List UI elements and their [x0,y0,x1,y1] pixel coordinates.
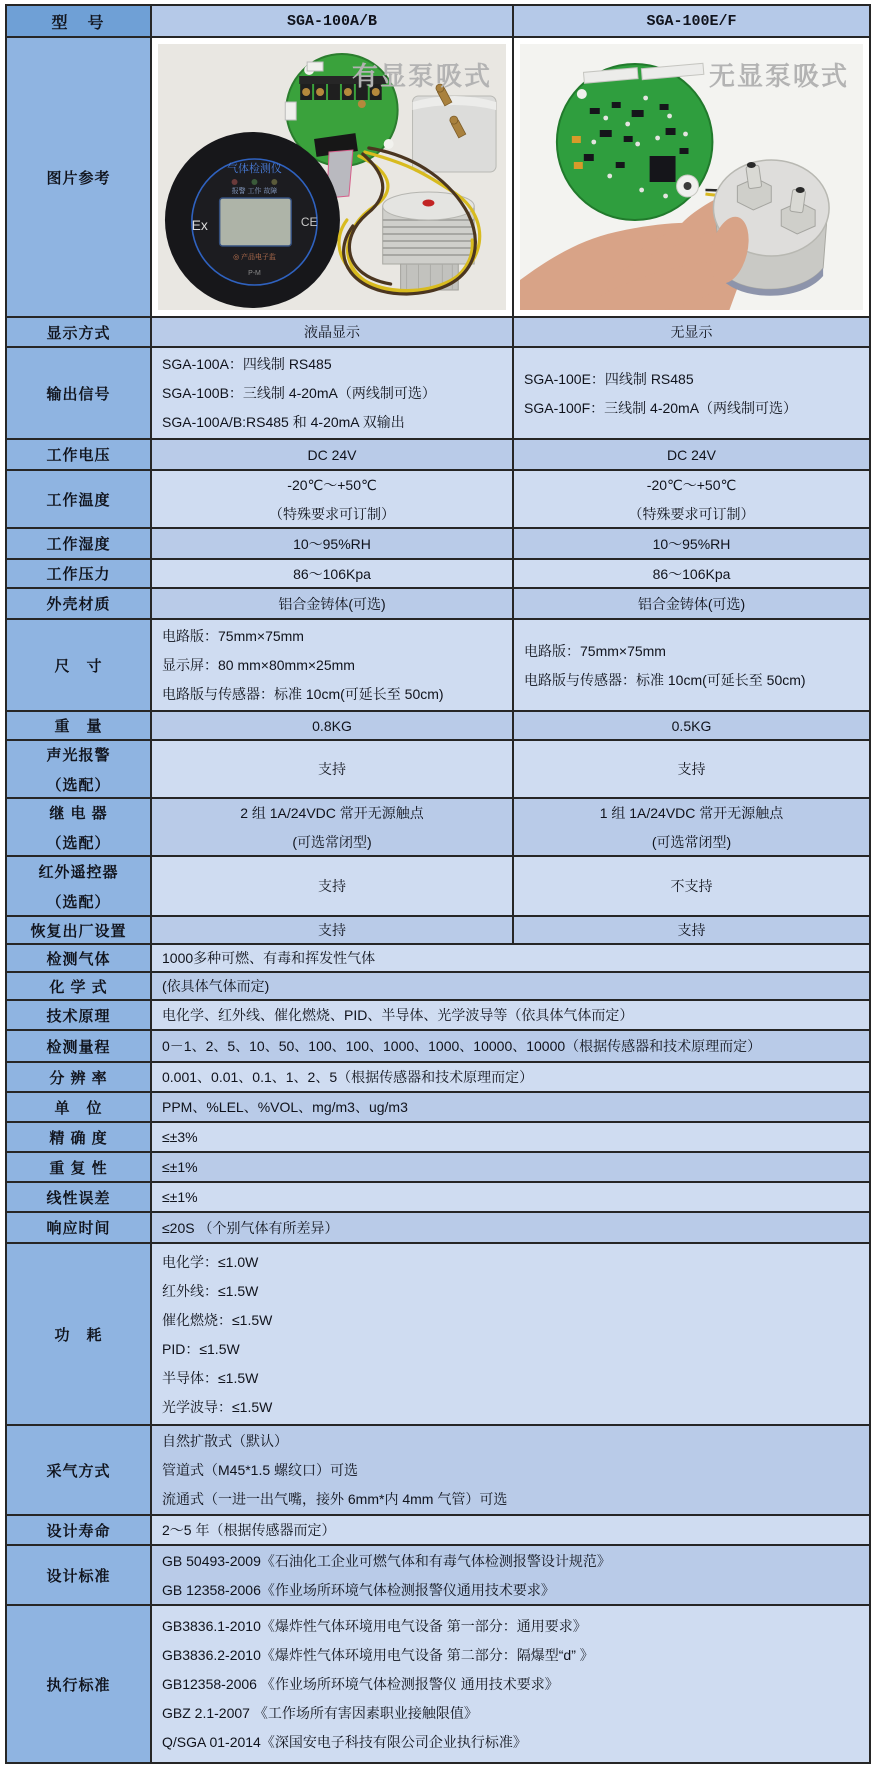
text-line: 检测量程 [46,1038,111,1056]
text-line: 管道式（M45*1.5 螺纹口）可选 [162,1462,359,1478]
spec-row-accuracy [7,1123,869,1153]
spec-row-detected-gases [7,945,869,973]
text-line: 红外线：≤1.5W [162,1282,259,1299]
spec-row-design-life [7,1516,869,1546]
spec-row-resolution [7,1063,869,1093]
text-line: SGA-100E：四线制 RS485 [524,370,694,387]
row-value-a-working-humidity [150,529,512,558]
text-line: -20℃～+50℃ [646,476,737,493]
row-value-accuracy [150,1123,869,1151]
row-label-relay [7,799,150,855]
text-line: 红外遥控器 [38,863,119,881]
spec-row-technical-principle [7,1001,869,1031]
row-label-working-voltage [7,440,150,469]
row-value-power-consumption [150,1244,869,1424]
text-line: 外壳材质 [46,596,111,613]
spec-row-ir-remote [7,857,869,917]
spec-row-working-voltage [7,440,869,471]
text-line: 工作压力 [46,566,111,583]
svg-text:气体检测仪: 气体检测仪 [227,162,282,176]
text-line: 设计标准 [46,1567,111,1585]
row-value-response-time [150,1213,869,1242]
row-label-detection-range [7,1031,150,1061]
text-line: 无显示 [670,324,713,340]
text-line: GB3836.1-2010《爆炸性气体环境用电气设备 第一部分：通用要求》 [162,1618,587,1634]
row-label-output-signal [7,348,150,438]
spec-row-unit [7,1093,869,1123]
spec-row-response-time [7,1213,869,1244]
row-label-response-time [7,1213,150,1242]
row-label-working-temperature [7,471,150,527]
row-value-a-working-voltage [150,440,512,469]
spec-row-factory-reset [7,917,869,945]
text-line: 支持 [318,878,346,894]
row-label-design-life [7,1516,150,1544]
text-line: 线性误差 [46,1189,111,1207]
row-value-detection-range [150,1031,869,1061]
row-label-chemical-formula [7,973,150,999]
row-label-display-mode [7,318,150,346]
text-line: 工作湿度 [46,536,111,553]
row-label-images [7,38,150,316]
text-line: 响应时间 [46,1220,111,1237]
text-line: SGA-100B：三线制 4-20mA（两线制可选） [162,385,436,401]
row-value-repeatability [150,1153,869,1181]
svg-text:P-M: P-M [248,269,261,278]
row-label-power-consumption [7,1244,150,1424]
row-value-b-ir-remote [512,857,869,915]
row-label-linearity-error [7,1183,150,1211]
text-line: SGA-100A：四线制 RS485 [162,356,332,372]
text-line: 自然扩散式（默认） [162,1433,288,1449]
row-value-a-display-mode [150,318,512,346]
text-line: 电路版：75mm×75mm [524,642,666,659]
text-line: 流通式（一进一出气嘴，接外 6mm*内 4mm 气管）可选 [162,1491,508,1507]
text-line: 电路版与传感器：标准 10cm(可延长至 50cm) [162,686,444,702]
text-line: 半导体：≤1.5W [162,1369,259,1386]
row-label-sampling-method [7,1426,150,1514]
row-label-ir-remote [7,857,150,915]
row-value-a-relay [150,799,512,855]
row-label-housing-material [7,589,150,618]
header-model-label-text: 型 号 [51,14,106,32]
text-line: 工作温度 [46,491,111,509]
watermark-b: 无显泵吸式 [708,61,849,91]
text-line: 输出信号 [46,385,111,403]
svg-text:CE: CE [300,214,318,230]
text-line: 1 组 1A/24VDC 常开无源触点 [599,804,784,821]
row-value-b-working-voltage [512,440,869,469]
photo-cell-b [512,38,869,316]
text-line: 精 确 度 [49,1129,108,1147]
text-line: DC 24V [307,446,357,463]
row-value-a-factory-reset [150,917,512,943]
text-line: (可选常闭型) [651,833,732,850]
row-value-b-dimensions [512,620,869,710]
text-line: GB 50493-2009《石油化工企业可燃气体和有毒气体检测报警设计规范》 [162,1552,611,1569]
text-line: 分 辨 率 [49,1069,108,1087]
svg-text:报警 工作 故障: 报警 工作 故障 [231,187,278,196]
text-line: 执行标准 [46,1676,111,1694]
text-line: （选配） [46,776,111,794]
text-line: 催化燃烧：≤1.5W [162,1311,273,1328]
text-line: 检测气体 [46,950,111,968]
text-line: 2 组 1A/24VDC 常开无源触点 [240,804,424,821]
header-model-a-text: SGA-100A/B [286,12,377,30]
text-line: （特殊要求可订制） [628,505,755,522]
row-label-repeatability [7,1153,150,1181]
spec-row-repeatability [7,1153,869,1183]
spec-row-weight [7,712,869,741]
text-line: 恢复出厂设置 [30,922,127,940]
text-line: 支持 [677,761,706,777]
row-label-accuracy [7,1123,150,1151]
row-label-unit [7,1093,150,1121]
row-label-working-humidity [7,529,150,558]
row-value-a-weight [150,712,512,739]
product-photo-b [520,44,863,310]
row-value-b-working-temperature [512,471,869,527]
row-value-linearity-error [150,1183,869,1211]
text-line: 化 学 式 [49,978,108,996]
row-label-technical-principle [7,1001,150,1029]
text-line: 86～106Kpa [293,565,371,582]
svg-text:◎ 产品电子监: ◎ 产品电子监 [233,253,276,262]
text-line: ≤20S （个别气体有所差异） [162,1219,339,1236]
spec-row-images [7,38,869,318]
text-line: PID：≤1.5W [162,1340,240,1357]
text-line: GB 12358-2006《作业场所环境气体检测报警仪通用技术要求》 [162,1581,555,1598]
text-line: 0－1、2、5、10、50、100、100、1000、1000、10000、10000（根据传感器和技术原理而定） [162,1038,762,1054]
row-value-a-working-pressure [150,560,512,587]
text-line: 设计寿命 [46,1522,111,1540]
text-line: 电路版：75mm×75mm [162,628,304,644]
row-value-a-audible-alarm [150,741,512,797]
watermark-a: 有显泵吸式 [351,61,492,91]
text-line: 声光报警 [46,746,111,764]
row-value-b-relay [512,799,869,855]
spec-row-execution-standards [7,1606,869,1762]
row-value-b-audible-alarm [512,741,869,797]
row-value-technical-principle [150,1001,869,1029]
text-line: 10～95%RH [652,535,731,552]
text-line: SGA-100A/B:RS485 和 4-20mA 双输出 [162,414,405,430]
row-value-b-output-signal [512,348,869,438]
row-value-sampling-method [150,1426,869,1514]
spec-header-row [7,6,869,38]
pump-module-graphic [413,83,497,172]
row-label-working-pressure [7,560,150,587]
text-line: 继 电 器 [49,804,108,822]
text-line: 单 位 [54,1099,103,1117]
text-line: 电化学：≤1.0W [162,1253,259,1270]
row-value-b-working-humidity [512,529,869,558]
row-label-audible-alarm [7,741,150,797]
text-line: 支持 [677,922,706,938]
row-value-a-ir-remote [150,857,512,915]
spec-row-housing-material [7,589,869,620]
svg-text:Ex: Ex [191,216,208,234]
text-line: ≤±3% [162,1129,198,1145]
text-line: （选配） [46,893,111,911]
text-line: 显示屏：80 mm×80mm×25mm [162,657,355,673]
row-value-a-output-signal [150,348,512,438]
text-line: 支持 [318,761,346,777]
row-label-images-text: 图片参考 [46,169,111,187]
row-value-b-working-pressure [512,560,869,587]
text-line: 0.8KG [312,717,352,734]
row-value-detected-gases [150,945,869,971]
header-model-label [7,6,150,36]
spec-row-display-mode [7,318,869,348]
text-line: 不支持 [670,878,713,894]
spec-row-power-consumption [7,1244,869,1426]
text-line: (可选常闭型) [292,833,372,850]
row-value-a-housing-material [150,589,512,618]
text-line: Q/SGA 01-2014《深国安电子科技有限公司企业执行标准》 [162,1734,527,1750]
text-line: 重 量 [54,718,103,735]
text-line: GB12358-2006 《作业场所环境气体检测报警仪 通用技术要求》 [162,1676,559,1692]
row-label-weight [7,712,150,739]
text-line: 尺 寸 [54,657,103,675]
row-label-dimensions [7,620,150,710]
text-line: 工作电压 [46,447,111,464]
text-line: 功 耗 [54,1326,103,1344]
spec-row-audible-alarm [7,741,869,799]
text-line: DC 24V [666,446,717,463]
row-value-unit [150,1093,869,1121]
text-line: (依具体气体而定) [162,978,270,994]
text-line: 10～95%RH [293,535,371,552]
text-line: ≤±1% [162,1189,198,1205]
row-value-execution-standards [150,1606,869,1762]
header-model-b-text: SGA-100E/F [646,12,737,30]
text-line: SGA-100F：三线制 4-20mA（两线制可选） [524,399,798,416]
text-line: GBZ 2.1-2007 《工作场所有害因素职业接触限值》 [162,1705,478,1721]
spec-row-relay [7,799,869,857]
spec-row-linearity-error [7,1183,869,1213]
row-value-resolution [150,1063,869,1091]
text-line: 2～5 年（根据传感器而定） [162,1522,336,1538]
row-label-factory-reset [7,917,150,943]
row-value-chemical-formula [150,973,869,999]
text-line: 铝合金铸体(可选) [278,595,386,612]
spec-table [5,4,871,1764]
row-label-execution-standards [7,1606,150,1762]
text-line: GB3836.2-2010《爆炸性气体环境用电气设备 第二部分：隔爆型“d” 》 [162,1647,594,1663]
text-line: 86～106Kpa [652,565,731,582]
text-line: 1000多种可燃、有毒和挥发性气体 [162,950,376,966]
row-value-b-display-mode [512,318,869,346]
header-model-b [512,6,869,36]
text-line: 0.001、0.01、0.1、1、2、5（根据传感器和技术原理而定） [162,1069,534,1085]
text-line: 铝合金铸体(可选) [637,595,746,612]
spec-row-output-signal [7,348,869,440]
product-photo-a [158,44,506,310]
text-line: -20℃～+50℃ [287,476,377,493]
text-line: 重 复 性 [49,1159,108,1177]
text-line: 电路版与传感器：标准 10cm(可延长至 50cm) [524,671,806,688]
text-line: 采气方式 [46,1462,111,1480]
text-line: 支持 [318,922,346,938]
spec-row-working-temperature [7,471,869,529]
row-value-a-working-temperature [150,471,512,527]
row-value-b-factory-reset [512,917,869,943]
spec-row-sampling-method [7,1426,869,1516]
spec-row-dimensions [7,620,869,712]
row-label-detected-gases [7,945,150,971]
photo-cell-a [150,38,512,316]
text-line: 电化学、红外线、催化燃烧、PID、半导体、光学波导等（依具体气体而定） [162,1007,634,1023]
text-line: ≤±1% [162,1159,198,1175]
spec-row-working-humidity [7,529,869,560]
text-line: （特殊要求可订制） [269,505,395,522]
spec-row-chemical-formula [7,973,869,1001]
header-model-a [150,6,512,36]
text-line: 液晶显示 [304,324,360,340]
row-value-b-weight [512,712,869,739]
row-label-design-standards [7,1546,150,1604]
spec-row-detection-range [7,1031,869,1063]
text-line: 显示方式 [46,324,111,342]
row-value-design-standards [150,1546,869,1604]
row-value-b-housing-material [512,589,869,618]
row-label-resolution [7,1063,150,1091]
row-value-a-dimensions [150,620,512,710]
spec-row-working-pressure [7,560,869,589]
text-line: PPM、%LEL、%VOL、mg/m3、ug/m3 [162,1099,408,1115]
text-line: 0.5KG [671,717,712,734]
text-line: （选配） [46,834,111,852]
display-gauge-graphic [165,132,340,308]
spec-row-design-standards [7,1546,869,1606]
row-value-design-life [150,1516,869,1544]
text-line: 技术原理 [46,1007,111,1025]
text-line: 光学波导：≤1.5W [162,1398,273,1415]
